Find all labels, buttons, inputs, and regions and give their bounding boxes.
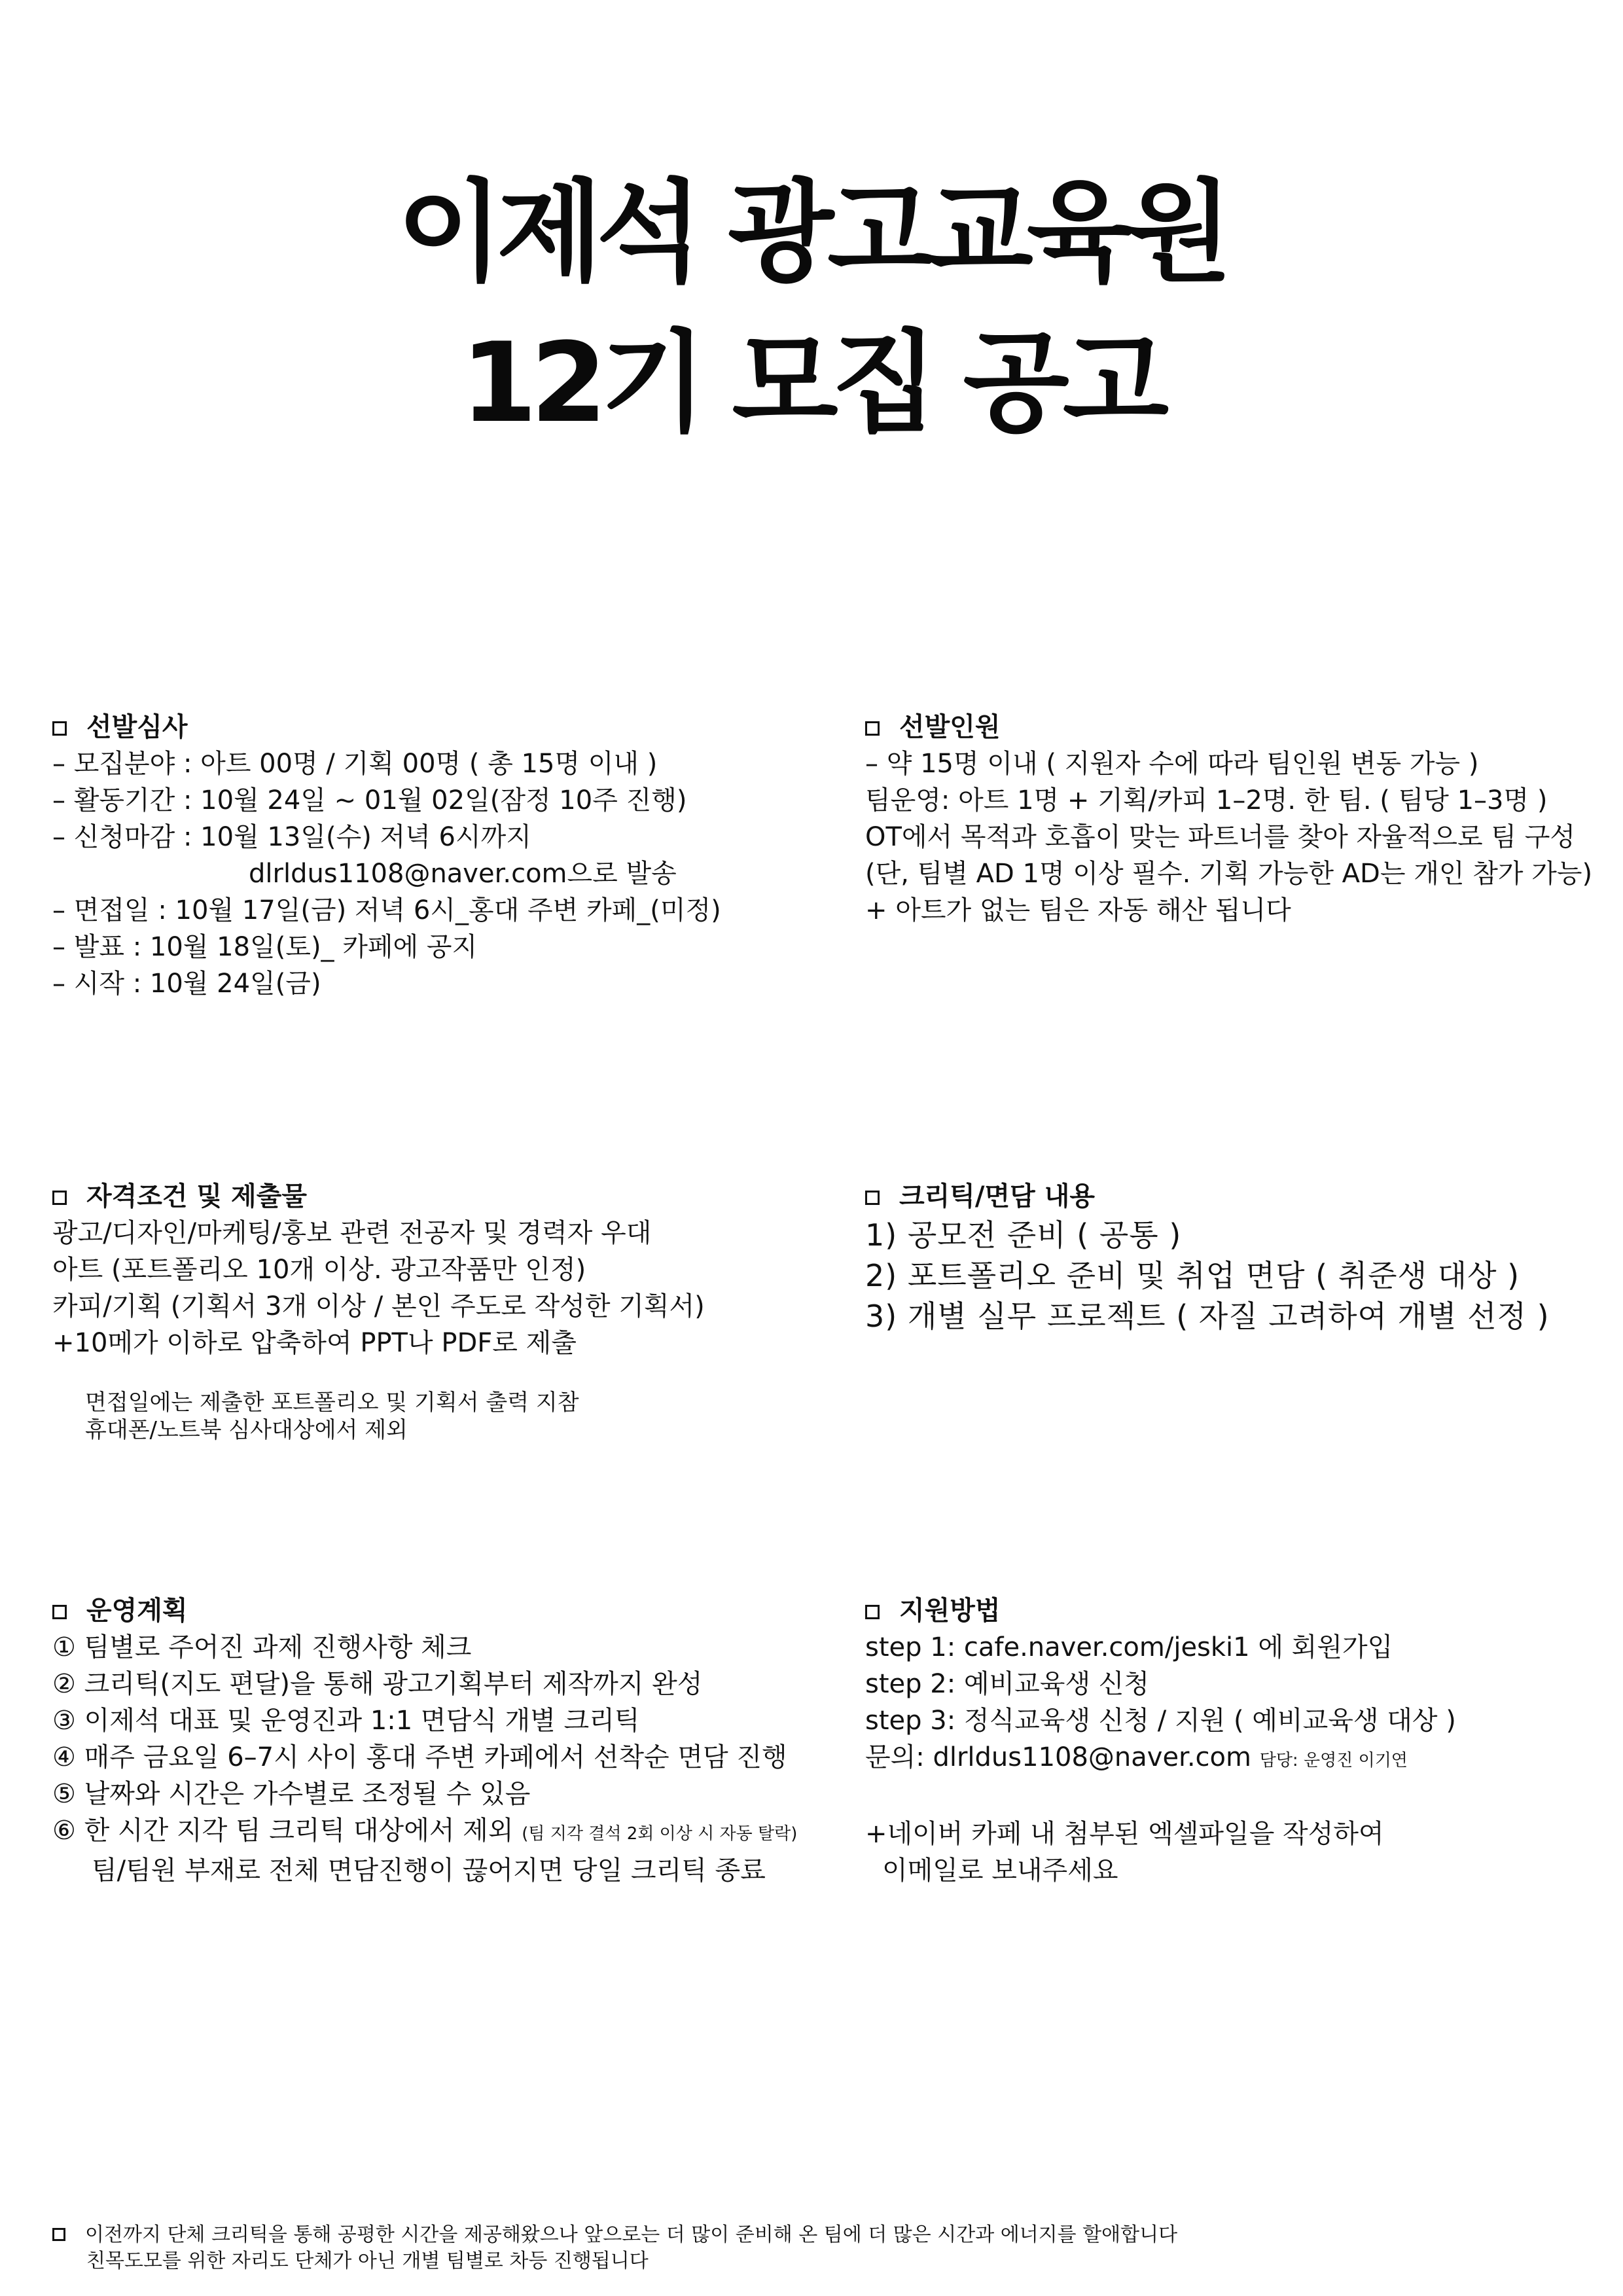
apply-step-1: step 1: cafe.naver.com/jeski1 에 회원가입 bbox=[865, 1632, 1393, 1662]
list-item: ④ 매주 금요일 6–7시 사이 홍대 주변 카페에서 선착순 면담 진행 bbox=[52, 1742, 787, 1772]
footer-notice bbox=[52, 2222, 1177, 2274]
section-heading: 크리틱/면담 내용 bbox=[865, 1178, 1550, 1215]
checkbox-square-icon bbox=[52, 1605, 67, 1619]
contact-person: 담당: 운영진 이기연 bbox=[1259, 1751, 1408, 1770]
title-line-2: 12기 모집 공고 bbox=[460, 319, 1163, 447]
start-date: – 시작 : 10월 24일(금) bbox=[52, 969, 321, 999]
section-qualifications bbox=[52, 1178, 705, 1361]
checkbox-square-icon bbox=[52, 721, 67, 736]
deadline: – 신청마감 : 10월 13일(수) 저녁 6시까지 bbox=[52, 822, 531, 852]
checkbox-square-icon bbox=[865, 1191, 880, 1205]
apply-extra: +네이버 카페 내 첨부된 엑셀파일을 작성하여 bbox=[865, 1819, 1384, 1849]
checkbox-square-icon bbox=[865, 721, 880, 736]
list-item: ② 크리틱(지도 편달)을 통해 광고기획부터 제작까지 완성 bbox=[52, 1669, 703, 1699]
announcement-date: – 발표 : 10월 18일(토)_ 카페에 공지 bbox=[52, 932, 478, 962]
qualifications-notes bbox=[85, 1389, 579, 1444]
list-item: 광고/디자인/마케팅/홍보 관련 전공자 및 경력자 우대 bbox=[52, 1218, 652, 1248]
list-item: 팀운영: 아트 1명 + 기획/카피 1–2명. 한 팀. ( 팀당 1–3명 ) bbox=[865, 785, 1548, 816]
list-item: (단, 팀별 AD 1명 이상 필수. 기획 가능한 AD는 개인 참가 가능) bbox=[865, 859, 1593, 889]
checkbox-square-icon bbox=[52, 2228, 65, 2241]
section-apply bbox=[865, 1592, 1456, 1889]
list-item: ③ 이제석 대표 및 운영진과 1:1 면담식 개별 크리틱 bbox=[52, 1706, 640, 1736]
list-item: 아트 (포트폴리오 10개 이상. 광고작품만 인정) bbox=[52, 1255, 586, 1285]
recruit-field: – 모집분야 : 아트 00명 / 기획 00명 ( 총 15명 이내 ) bbox=[52, 749, 658, 779]
list-item: 2) 포트폴리오 준비 및 취업 면담 ( 취준생 대상 ) bbox=[865, 1258, 1520, 1293]
apply-step-2: step 2: 예비교육생 신청 bbox=[865, 1669, 1150, 1699]
list-item: +10메가 이하로 압축하여 PPT나 PDF로 제출 bbox=[52, 1328, 577, 1358]
list-item: ⑤ 날짜와 시간은 가수별로 조정될 수 있음 bbox=[52, 1779, 531, 1809]
section-selection-count bbox=[865, 709, 1592, 929]
list-item: – 약 15명 이내 ( 지원자 수에 따라 팀인원 변동 가능 ) bbox=[865, 749, 1479, 779]
section-heading: 운영계획 bbox=[52, 1592, 797, 1629]
footer-line: 친목도모를 위한 자리도 단체가 아닌 개별 팀별로 차등 진행됩니다 bbox=[86, 2250, 649, 2272]
list-item: ⑥ 한 시간 지각 팀 크리틱 대상에서 제외 (팀 지각 결석 2회 이상 시 자동 탈락) bbox=[52, 1816, 798, 1846]
page-title bbox=[0, 157, 1623, 458]
list-item: 1) 공모전 준비 ( 공통 ) bbox=[865, 1217, 1182, 1253]
footer-line: 이전까지 단체 크리틱을 통해 공평한 시간을 제공해왔으나 앞으로는 더 많이 준비해 온 팀에 더 많은 시간과 에너지를 할애합니다 bbox=[52, 2222, 1177, 2248]
spacer bbox=[865, 1779, 1456, 1816]
submit-email: dlrldus1108@naver.com으로 발송 bbox=[249, 859, 677, 889]
section-critique bbox=[865, 1178, 1550, 1336]
list-item: ① 팀별로 주어진 과제 진행사항 체크 bbox=[52, 1632, 472, 1662]
note-item: 면접일에는 제출한 포트폴리오 및 기획서 출력 지참 bbox=[85, 1390, 579, 1416]
section-heading: 선발심사 bbox=[52, 709, 721, 745]
section-operation bbox=[52, 1592, 797, 1889]
section-selection-review bbox=[52, 709, 721, 1002]
late-rule-note: (팀 지각 결석 2회 이상 시 자동 탈락) bbox=[522, 1824, 798, 1844]
section-heading: 선발인원 bbox=[865, 709, 1592, 745]
interview-date: – 면접일 : 10월 17일(금) 저녁 6시_홍대 주변 카페_(미정) bbox=[52, 895, 721, 925]
checkbox-square-icon bbox=[52, 1191, 67, 1205]
list-item: OT에서 목적과 호흡이 맞는 파트너를 찾아 자율적으로 팀 구성 bbox=[865, 822, 1575, 852]
checkbox-square-icon bbox=[865, 1605, 880, 1619]
section-heading: 자격조건 및 제출물 bbox=[52, 1178, 705, 1215]
list-item: 팀/팀원 부재로 전체 면담진행이 끊어지면 당일 크리틱 종료 bbox=[92, 1856, 766, 1886]
apply-extra: 이메일로 보내주세요 bbox=[882, 1856, 1118, 1886]
apply-step-3: step 3: 정식교육생 신청 / 지원 ( 예비교육생 대상 ) bbox=[865, 1706, 1456, 1736]
list-item: + 아트가 없는 팀은 자동 해산 됩니다 bbox=[865, 895, 1291, 925]
activity-period: – 활동기간 : 10월 24일 ~ 01월 02일(잠정 10주 진행) bbox=[52, 785, 687, 816]
list-item: 카피/기획 (기획서 3개 이상 / 본인 주도로 작성한 기획서) bbox=[52, 1291, 705, 1321]
title-line-1: 이제석 광고교육원 bbox=[397, 168, 1226, 296]
list-item: 3) 개별 실무 프로젝트 ( 자질 고려하여 개별 선정 ) bbox=[865, 1299, 1550, 1334]
contact: 문의: dlrldus1108@naver.com 담당: 운영진 이기연 bbox=[865, 1742, 1408, 1772]
section-heading: 지원방법 bbox=[865, 1592, 1456, 1629]
note-item: 휴대폰/노트북 심사대상에서 제외 bbox=[85, 1417, 408, 1443]
